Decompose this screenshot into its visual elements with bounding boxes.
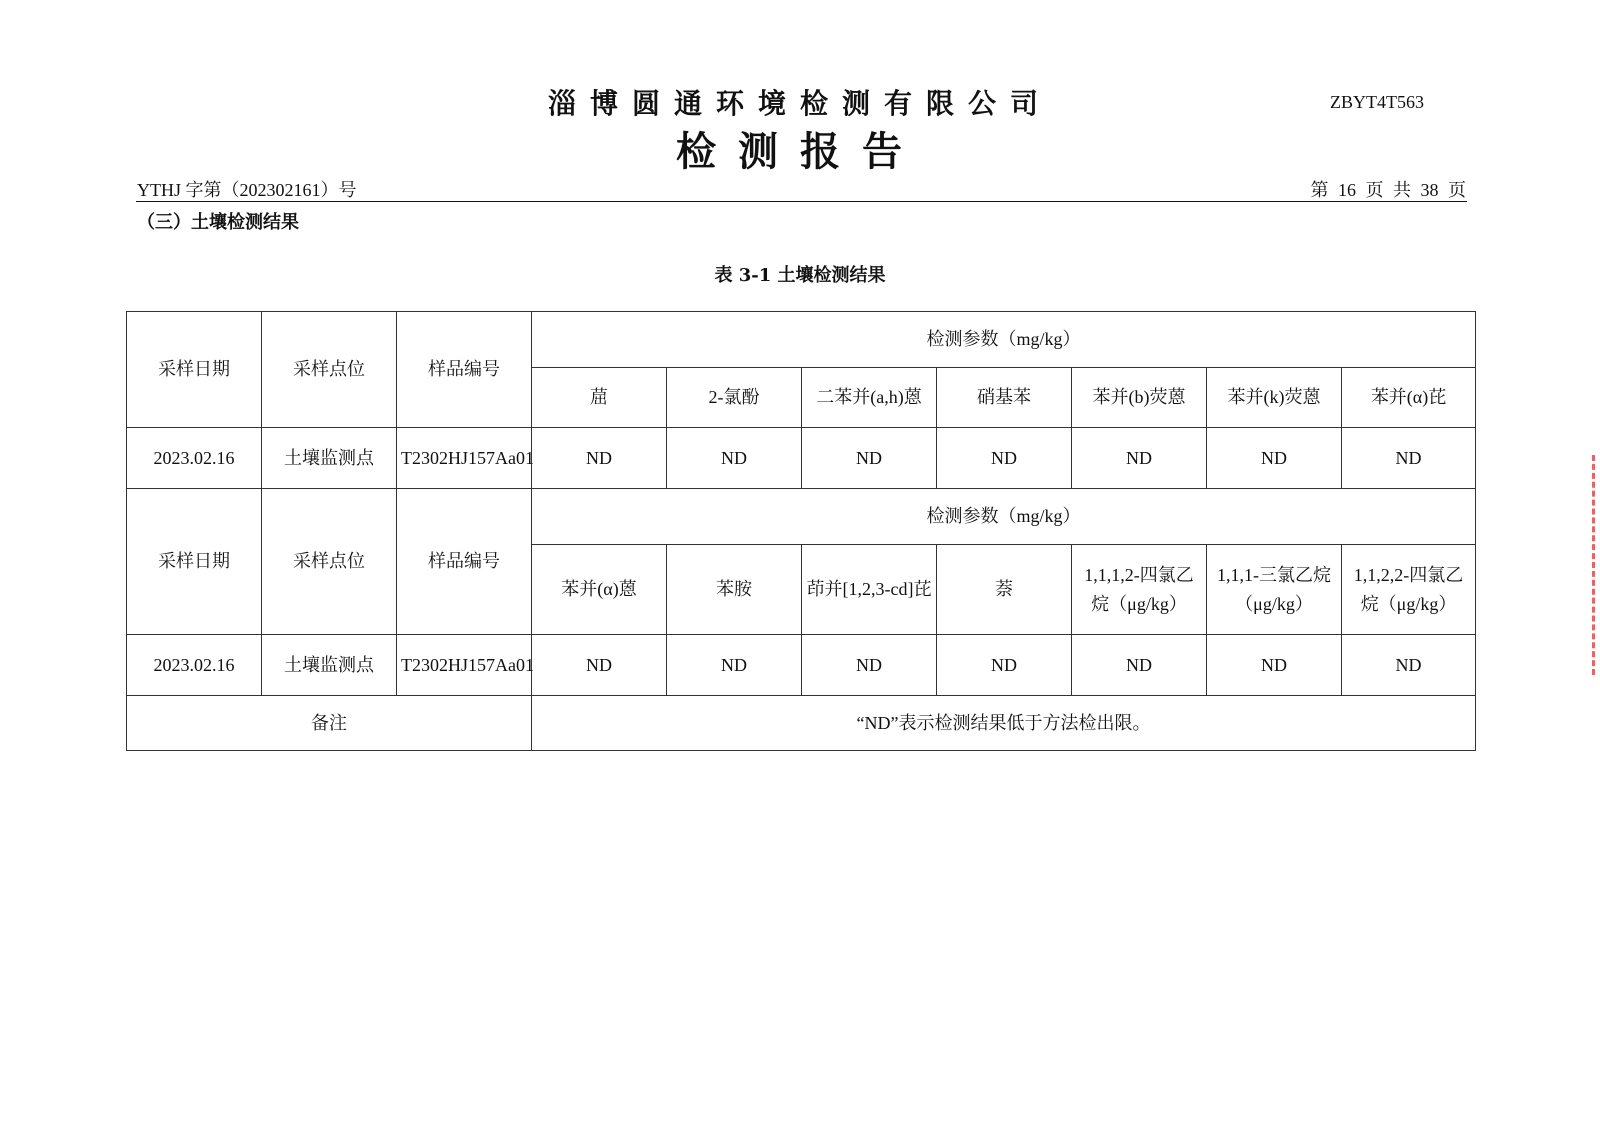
- header-date: 采样日期: [127, 312, 262, 428]
- param-header: 1,1,1-三氯乙烷（μg/kg）: [1207, 545, 1342, 635]
- header-sample: 样品编号: [397, 312, 532, 428]
- param-header: 硝基苯: [937, 368, 1072, 428]
- result-value: ND: [1342, 428, 1476, 489]
- param-group-header: 检测参数（mg/kg）: [532, 489, 1476, 545]
- result-value: ND: [667, 428, 802, 489]
- param-header: 苯并(k)荧蒽: [1207, 368, 1342, 428]
- result-value: ND: [1342, 635, 1476, 696]
- result-value: ND: [802, 428, 937, 489]
- result-value: ND: [802, 635, 937, 696]
- sample-date: 2023.02.16: [127, 635, 262, 696]
- header-sample: 样品编号: [397, 489, 532, 635]
- param-header: 苯并(b)荧蒽: [1072, 368, 1207, 428]
- param-header: 䓛: [532, 368, 667, 428]
- sample-id: T2302HJ157Aa01: [397, 428, 532, 489]
- param-header: 茚并[1,2,3-cd]芘: [802, 545, 937, 635]
- sample-location: 土壤监测点: [262, 428, 397, 489]
- param-header: 2-氯酚: [667, 368, 802, 428]
- sample-date: 2023.02.16: [127, 428, 262, 489]
- sample-location: 土壤监测点: [262, 635, 397, 696]
- result-value: ND: [1207, 635, 1342, 696]
- table-row: [127, 635, 1476, 696]
- result-value: ND: [532, 635, 667, 696]
- header-date: 采样日期: [127, 489, 262, 635]
- result-value: ND: [937, 428, 1072, 489]
- param-header: 1,1,2,2-四氯乙烷（μg/kg）: [1342, 545, 1476, 635]
- result-value: ND: [1072, 635, 1207, 696]
- param-header: 苯并(α)蒽: [532, 545, 667, 635]
- sample-id: T2302HJ157Aa01: [397, 635, 532, 696]
- param-header: 苯并(α)芘: [1342, 368, 1476, 428]
- seal-stamp-edge: [1592, 455, 1600, 675]
- param-group-header: 检测参数（mg/kg）: [532, 312, 1476, 368]
- result-value: ND: [532, 428, 667, 489]
- param-header: 1,1,1,2-四氯乙烷（μg/kg）: [1072, 545, 1207, 635]
- soil-results-table: [126, 311, 1476, 751]
- remark-text: “ND”表示检测结果低于方法检出限。: [532, 696, 1476, 751]
- section-title: （三）土壤检测结果: [137, 212, 299, 233]
- result-value: ND: [1207, 428, 1342, 489]
- param-header: 苯胺: [667, 545, 802, 635]
- company-name: 淄博圆通环境检测有限公司: [547, 87, 1052, 120]
- result-value: ND: [937, 635, 1072, 696]
- header-location: 采样点位: [262, 312, 397, 428]
- page-info: 第 16 页 共 38 页: [1310, 180, 1466, 200]
- header-rule: [136, 201, 1467, 202]
- table-caption: 表 3-1 土壤检测结果: [714, 265, 886, 286]
- remark-label: 备注: [127, 696, 532, 751]
- document-number: YTHJ 字第（202302161）号: [137, 180, 357, 200]
- table-row: [127, 428, 1476, 489]
- header-location: 采样点位: [262, 489, 397, 635]
- param-header: 二苯并(a,h)蒽: [802, 368, 937, 428]
- param-header: 萘: [937, 545, 1072, 635]
- result-value: ND: [667, 635, 802, 696]
- result-value: ND: [1072, 428, 1207, 489]
- remark-row: [127, 696, 1476, 751]
- report-code: ZBYT4T563: [1330, 92, 1424, 112]
- report-title: 检测报告: [676, 128, 924, 175]
